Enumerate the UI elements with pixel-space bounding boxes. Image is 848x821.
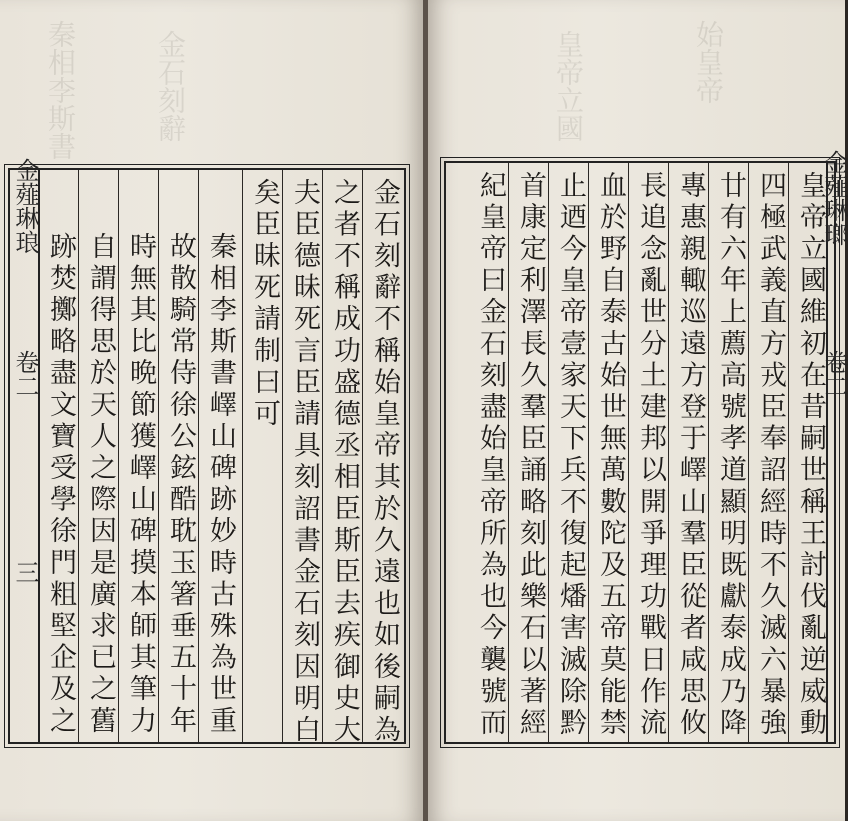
left-page: 秦相李斯書 金石刻辭 金薤琳琅 卷二 三 金石刻辭不稱始皇帝其於久遠也如後嗣為 之者不稱成功盛德丞相臣斯臣去疾御史大 夫臣德昧死言臣請具刻詔書金石刻因明白 矣臣昧死請制曰可 秦相李斯書嶧山碑跡妙時古殊為世重 故散騎常侍徐公鉉酷耽玉箸垂五十年 時無其比晩節獲嶧山碑摸本師其筆力 自謂得思於天人之際因是廣求已之舊 跡焚擲略盡文寶受學徐門粗堅企及之 (0, 0, 423, 821)
left-text-frame (8, 158, 406, 747)
right-margin-title-fragment: 金薤琳瑯 (820, 150, 848, 246)
text-column-6: 故散騎常侍徐公鉉酷耽玉箸垂五十年 (165, 232, 196, 738)
text-column-2: 之者不稱成功盛德丞相臣斯臣去疾御史大 (329, 178, 360, 747)
text-column-3: 夫臣德昧死言臣請具刻詔書金石刻因明白 (289, 178, 320, 747)
right-text-frame (444, 161, 836, 744)
margin-book-title: 金薤琳琅 (11, 158, 39, 254)
right-margin-volume-fragment: 卷二 (820, 350, 848, 398)
text-column-9: 跡焚擲略盡文寶受學徐門粗堅企及之 (45, 232, 76, 738)
text-column-7: 止迺今皇帝壹家天下兵不復起燔害滅除黔 (555, 171, 586, 740)
text-column-8: 自謂得思於天人之際因是廣求已之舊 (85, 232, 116, 738)
text-column-4: 專惠親輙巡遠方登于嶧山羣臣從者咸思攸 (675, 171, 706, 740)
text-column-9: 紀皇帝曰金石刻盡始皇帝所為也今襲號而 (475, 171, 506, 740)
right-page: 皇帝立國 始皇帝 皇帝立國維初在昔嗣世稱王討伐亂逆威動 四極武義直方戎臣奉詔經時不久滅六暴強 廿有六年上薦高號孝道顯明既獻泰成乃降 專惠親輙巡遠方登于嶧山羣臣從者咸思攸 長追念亂世分土建邦以開爭理功戰日作流 血於野自泰古始世無萬數陀及五帝莫能禁 止迺今皇帝壹家天下兵不復起燔害滅除黔 首康定利澤長久羣臣誦略刻此樂石以著經 紀皇帝曰金石刻盡始皇帝所為也今襲號而 金薤琳瑯 卷二 (428, 0, 845, 821)
text-column-1: 皇帝立國維初在昔嗣世稱王討伐亂逆威動 (795, 171, 826, 740)
right-margin-column (826, 163, 834, 742)
margin-volume-label: 卷二 (11, 350, 39, 398)
text-column-5: 長追念亂世分土建邦以開爭理功戰日作流 (635, 171, 666, 740)
text-column-2: 四極武義直方戎臣奉詔經時不久滅六暴強 (755, 171, 786, 740)
text-column-4: 矣臣昧死請制曰可 (249, 178, 280, 431)
text-column-6: 血於野自泰古始世無萬數陀及五帝莫能禁 (595, 171, 626, 740)
margin-page-number: 三 (11, 560, 39, 584)
text-column-7: 時無其比晩節獲嶧山碑摸本師其筆力 (125, 232, 156, 738)
text-column-5: 秦相李斯書嶧山碑跡妙時古殊為世重 (205, 232, 236, 738)
left-margin-column (10, 158, 40, 742)
text-column-1: 金石刻辭不稱始皇帝其於久遠也如後嗣為 (369, 178, 400, 747)
text-column-8: 首康定利澤長久羣臣誦略刻此樂石以著經 (515, 171, 546, 740)
text-column-3: 廿有六年上薦高號孝道顯明既獻泰成乃降 (715, 171, 746, 740)
